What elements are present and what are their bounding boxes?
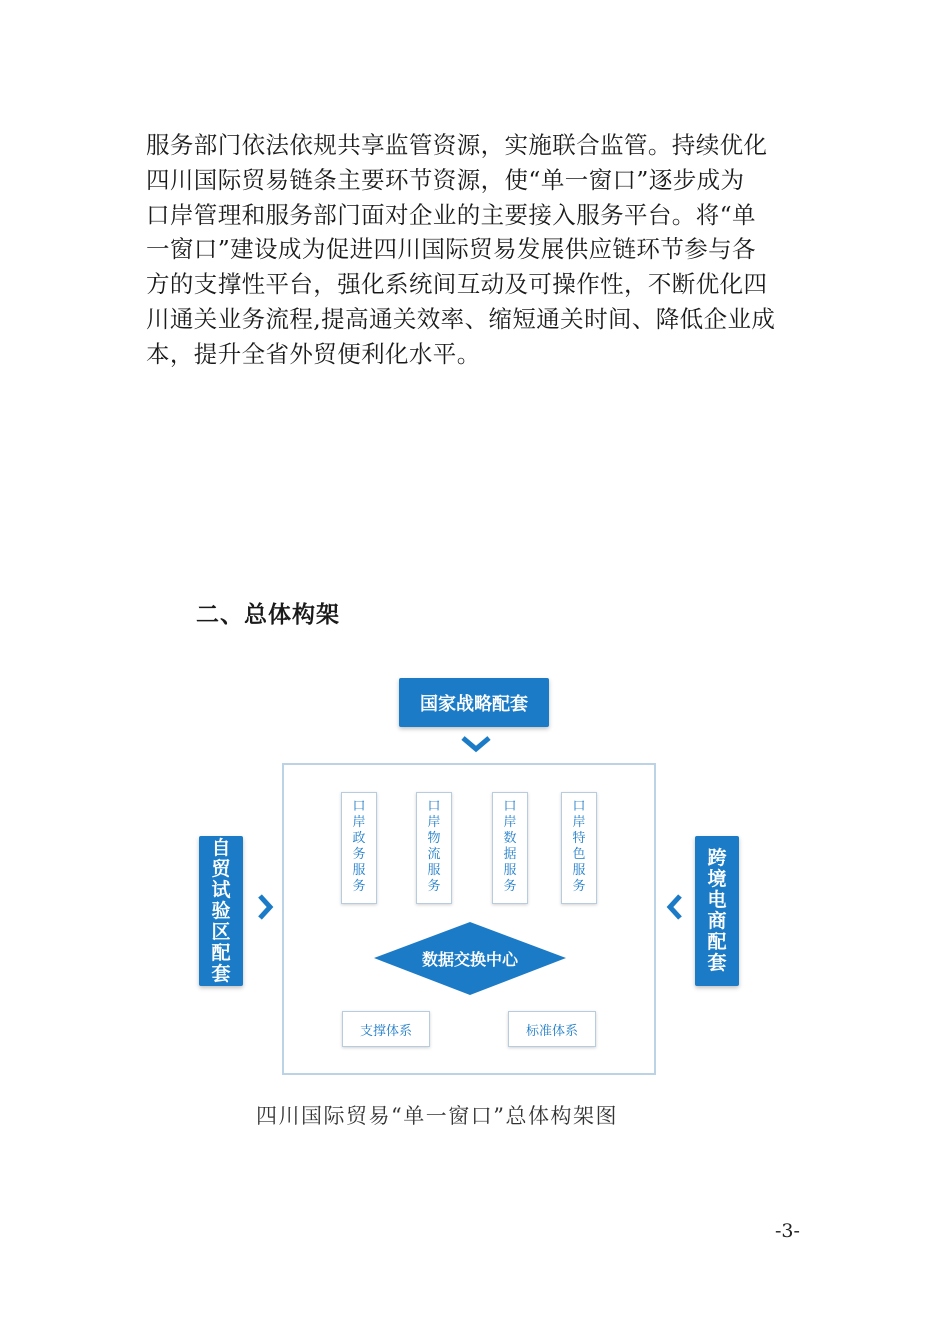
right-box-char: 套 — [707, 952, 727, 974]
service-char: 流 — [427, 847, 441, 862]
service-char: 色 — [572, 847, 586, 862]
right-box-char: 境 — [707, 868, 727, 890]
port-government-service-box — [341, 792, 377, 904]
paragraph-line: 川通关业务流程,提高通关效率、缩短通关时间、降低企业成 — [146, 304, 776, 333]
service-char: 物 — [427, 831, 441, 846]
service-char: 务 — [572, 879, 586, 894]
port-special-service-box — [561, 792, 597, 904]
paragraph-line: 一窗口”建设成为促进四川国际贸易发展供应链环节参与各 — [146, 235, 756, 264]
national-strategy-box: 国家战略配套 — [399, 678, 549, 727]
paragraph-line: 口岸管理和服务部门面对企业的主要接入服务平台。将“单 — [146, 200, 756, 229]
left-chevron-icon — [670, 896, 680, 918]
left-box-char: 配 — [211, 941, 231, 964]
right-box-char: 商 — [707, 910, 727, 932]
page-number: -3- — [775, 1220, 800, 1242]
service-char: 务 — [352, 847, 366, 862]
right-box-char: 电 — [707, 889, 727, 911]
left-box-char: 自 — [211, 836, 231, 859]
left-box-char: 试 — [211, 878, 231, 901]
service-char: 服 — [427, 863, 441, 878]
service-char: 口 — [427, 799, 441, 814]
section-heading: 二、总体构架 — [196, 602, 340, 628]
port-data-service-box — [492, 792, 528, 904]
service-char: 务 — [503, 879, 517, 894]
service-char: 岸 — [572, 815, 586, 830]
paragraph-line: 方的支撑性平台，强化系统间互动及可操作性，不断优化四 — [146, 270, 768, 299]
service-char: 数 — [503, 831, 517, 846]
paragraph-line: 服务部门依法依规共享监管资源，实施联合监管。持续优化 — [146, 131, 768, 159]
standard-system-box: 标准体系 — [508, 1011, 596, 1047]
port-logistics-service-box — [416, 792, 452, 904]
left-box-char: 贸 — [211, 857, 231, 880]
service-char: 务 — [352, 879, 366, 894]
paragraph-line: 四川国际贸易链条主要环节资源，使“单一窗口”逐步成为 — [146, 165, 745, 194]
right-box-char: 跨 — [707, 847, 727, 869]
service-char: 服 — [352, 863, 366, 878]
paragraph-line: 本，提升全省外贸便利化水平。 — [146, 339, 481, 368]
left-box-char: 套 — [211, 962, 231, 985]
right-chevron-icon — [260, 896, 270, 918]
right-box-char: 配 — [707, 931, 727, 953]
left-box-char: 验 — [211, 899, 231, 922]
service-char: 服 — [503, 863, 517, 878]
service-char: 据 — [503, 847, 517, 862]
service-char: 政 — [352, 831, 366, 846]
free-trade-zone-box — [199, 836, 243, 986]
service-char: 口 — [503, 799, 517, 814]
figure-caption: 四川国际贸易“单一窗口”总体构架图 — [256, 1104, 618, 1128]
service-char: 岸 — [352, 815, 366, 830]
service-char: 岸 — [503, 815, 517, 830]
down-chevron-icon — [463, 738, 489, 749]
platform-frame — [282, 763, 656, 1075]
cross-border-ecommerce-box — [695, 836, 739, 986]
service-char: 口 — [572, 799, 586, 814]
data-exchange-center-label: 数据交换中心 — [421, 949, 518, 969]
service-char: 务 — [427, 879, 441, 894]
service-char: 服 — [572, 863, 586, 878]
left-box-char: 区 — [211, 920, 231, 943]
service-char: 口 — [352, 799, 366, 814]
service-char: 特 — [572, 831, 586, 846]
support-system-box: 支撑体系 — [342, 1011, 430, 1047]
service-char: 岸 — [427, 815, 441, 830]
